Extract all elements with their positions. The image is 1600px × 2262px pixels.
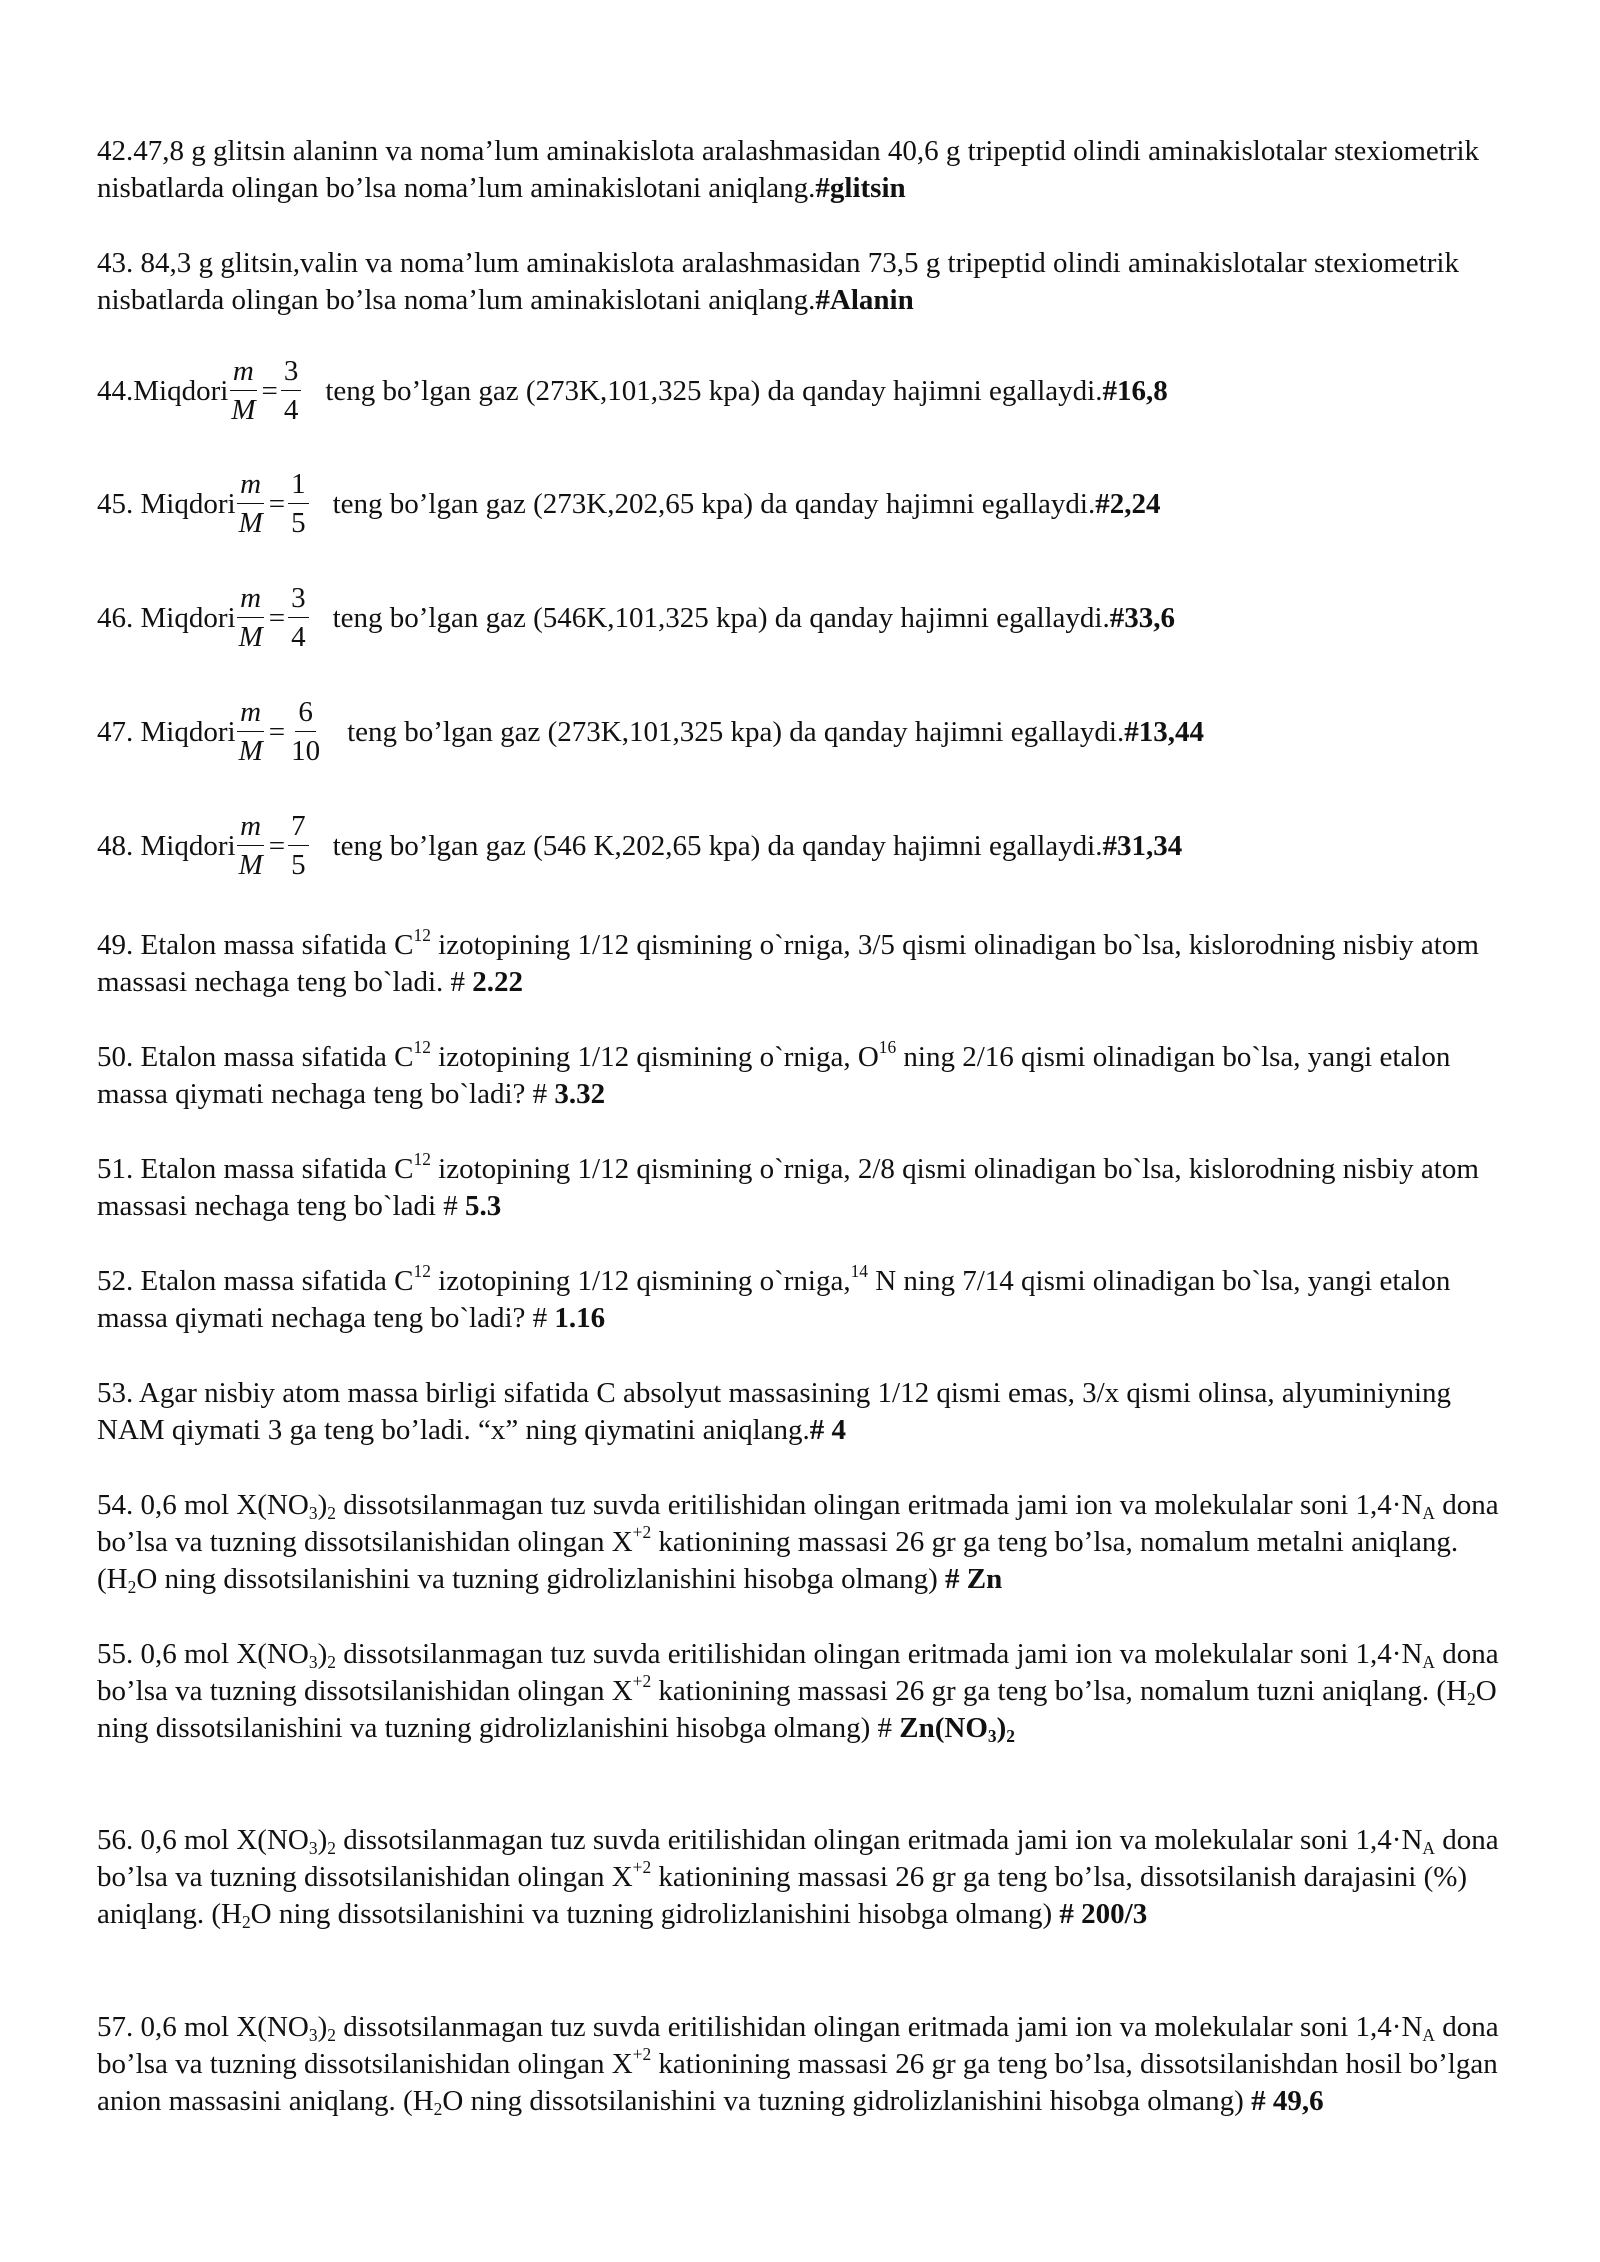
question-text: 43. 84,3 g glitsin,valin va noma’lum aminakislota aralashmasidan 73,5 g tripeptid olindi aminakislotalar stexiometrik nisbatlarda olingan bo’lsa noma’lum aminakislotani aniqlang. bbox=[97, 247, 1459, 316]
question-answer: #Alanin bbox=[815, 284, 914, 316]
question-text: teng bo’lgan gaz (273K,101,325 kpa) da qanday hajimni egallaydi. bbox=[347, 715, 1125, 748]
question-answer: # 200/3 bbox=[1059, 1898, 1148, 1930]
question-answer: #13,44 bbox=[1124, 715, 1204, 748]
question-text: 42.47,8 g glitsin alaninn va noma’lum aminakislota aralashmasidan 40,6 g tripeptid olindi aminakislotalar stexiometrik nisbatlarda olingan bo’lsa noma’lum aminakislotani aniqlang. bbox=[97, 135, 1480, 204]
equals-sign: = bbox=[268, 829, 286, 862]
question-answer: # 4 bbox=[809, 1414, 847, 1446]
question-prefix: 45. Miqdori bbox=[97, 487, 236, 520]
question-52: 52. Etalon massa sifatida $C^{12}$ izotopining 1/12 qismining o`rniga,$^{14}$ N ning 7/14 qismi olinadigan bo`lsa, yangi etalon massa qiymati nechaga teng bo`ladi? # 1.16 bbox=[97, 1260, 1451, 1334]
question-51: 51. Etalon massa sifatida $C^{12}$ izotopining 1/12 qismining o`rniga, 2/8 qismi olinadigan bo`lsa, kislorodning nisbiy atom massasi nechaga teng bo`ladi # 5.3 bbox=[97, 1148, 1479, 1222]
question-text: teng bo’lgan gaz (273K,202,65 kpa) da qanday hajimni egallaydi. bbox=[332, 487, 1096, 520]
question-43 bbox=[97, 245, 1517, 319]
question-text: teng bo’lgan gaz (546K,101,325 kpa) da qanday hajimni egallaydi. bbox=[332, 601, 1110, 634]
fraction-value: $\frac{7}{5}$ bbox=[288, 812, 309, 880]
question-answer: # 49,6 bbox=[1251, 2085, 1324, 2117]
question-45 bbox=[97, 470, 1517, 538]
question-42 bbox=[97, 133, 1517, 207]
fraction-m-over-M: $\frac{m}{M}$ bbox=[238, 468, 263, 539]
question-44 bbox=[97, 357, 1517, 425]
question-48 bbox=[97, 812, 1517, 880]
question-answer: 2.22 bbox=[472, 966, 524, 998]
question-57: 57. 0,6 mol $X(NO_3)_2$ dissotsilanmagan tuz suvda eritilishidan olingan eritmada jami ion va molekulalar soni $1,4\cdot N_A$ dona bo’lsa va tuzning dissotsilanishidan olingan $X^{+2}$ kationining massasi 26 gr ga teng bo’lsa, dissotsilanishdan hosil bo’lgan anion massasini aniqlang. ($H_2O$ ning dissotsilanishini va tuzning gidrolizlanishini hisobga olmang) # 49,6 bbox=[97, 2011, 1499, 2120]
question-text: teng bo’lgan gaz (273K,101,325 kpa) da qanday hajimni egallaydi. bbox=[325, 374, 1103, 407]
question-54: 54. 0,6 mol $X(NO_3)_2$ dissotsilanmagan tuz suvda eritilishidan olingan eritmada jami ion va molekulalar soni $1,4\cdot N_A$ dona bo’lsa va tuzning dissotsilanishidan olingan $X^{+2}$ kationining massasi 26 gr ga teng bo’lsa, nomalum metalni aniqlang. ($H_2O$ ning dissotsilanishini va tuzning gidrolizlanishini hisobga olmang) # Zn bbox=[97, 1489, 1499, 1598]
question-answer: #glitsin bbox=[815, 172, 906, 204]
question-49: 49. Etalon massa sifatida $C^{12}$ izotopining 1/12 qismining o`rniga, 3/5 qismi olinadigan bo`lsa, kislorodning nisbiy atom massasi nechaga teng bo`ladi. # 2.22 bbox=[97, 924, 1479, 998]
question-answer: #16,8 bbox=[1102, 374, 1168, 407]
question-55: 55. 0,6 mol $X(NO_3)_2$ dissotsilanmagan tuz suvda eritilishidan olingan eritmada jami ion va molekulalar soni $1,4\cdot N_A$ dona bo’lsa va tuzning dissotsilanishidan olingan $X^{+2}$ kationining massasi 26 gr ga teng bo’lsa, nomalum tuzni aniqlang. ($H_2O$ ning dissotsilanishini va tuzning gidrolizlanishini hisobga olmang) # $Zn(NO_3)_2$ bbox=[97, 1638, 1499, 1747]
question-text: 53. Agar nisbiy atom massa birligi sifatida C absolyut massasining 1/12 qismi emas, 3/x qismi olinsa, alyuminiyning NAM qiymati 3 ga teng bo’ladi. “x” ning qiymatini aniqlang. bbox=[97, 1377, 1452, 1446]
question-answer: 3.32 bbox=[554, 1078, 606, 1110]
question-answer: #2,24 bbox=[1095, 487, 1161, 520]
question-50: 50. Etalon massa sifatida $C^{12}$ izotopining 1/12 qismining o`rniga, $O^{16}$ ning 2/16 qismi olinadigan bo`lsa, yangi etalon massa qiymati nechaga teng bo`ladi? # 3.32 bbox=[97, 1036, 1451, 1110]
question-47 bbox=[97, 698, 1517, 766]
question-46 bbox=[97, 584, 1517, 652]
question-prefix: 47. Miqdori bbox=[97, 715, 236, 748]
fraction-m-over-M: $\frac{m}{M}$ bbox=[238, 696, 263, 767]
fraction-value: $\frac{3}{4}$ bbox=[288, 584, 309, 652]
question-53 bbox=[97, 1375, 1517, 1449]
equals-sign: = bbox=[268, 715, 286, 748]
equals-sign: = bbox=[261, 374, 278, 407]
fraction-value: $\frac{6}{10}$ bbox=[291, 696, 321, 767]
question-answer: $Zn(NO_3)_2$ bbox=[899, 1712, 1015, 1747]
question-text: teng bo’lgan gaz (546 K,202,65 kpa) da qanday hajimni egallaydi. bbox=[332, 829, 1103, 862]
fraction-value: $\frac{3}{4}$ bbox=[281, 357, 302, 425]
fraction-m-over-M: $\frac{m}{M}$ bbox=[238, 810, 263, 881]
fraction-value: $\frac{1}{5}$ bbox=[288, 470, 309, 538]
question-56: 56. 0,6 mol $X(NO_3)_2$ dissotsilanmagan tuz suvda eritilishidan olingan eritmada jami ion va molekulalar soni $1,4\cdot N_A$ dona bo’lsa va tuzning dissotsilanishidan olingan $X^{+2}$ kationining massasi 26 gr ga teng bo’lsa, dissotsilanish darajasini (%) aniqlang. ($H_2O$ ning dissotsilanishini va tuzning gidrolizlanishini hisobga olmang) # 200/3 bbox=[97, 1824, 1499, 1933]
question-answer: #31,34 bbox=[1102, 829, 1183, 862]
question-answer: # Zn bbox=[945, 1563, 1003, 1595]
question-answer: #33,6 bbox=[1109, 601, 1175, 634]
question-answer: 1.16 bbox=[554, 1302, 606, 1334]
fraction-m-over-M: $\frac{m}{M}$ bbox=[231, 355, 256, 426]
equals-sign: = bbox=[268, 601, 286, 634]
question-prefix: 48. Miqdori bbox=[97, 829, 236, 862]
equals-sign: = bbox=[268, 487, 286, 520]
question-prefix: 46. Miqdori bbox=[97, 601, 236, 634]
question-answer: 5.3 bbox=[465, 1190, 502, 1222]
question-prefix: 44.Miqdori bbox=[97, 374, 229, 407]
fraction-m-over-M: $\frac{m}{M}$ bbox=[238, 582, 263, 653]
